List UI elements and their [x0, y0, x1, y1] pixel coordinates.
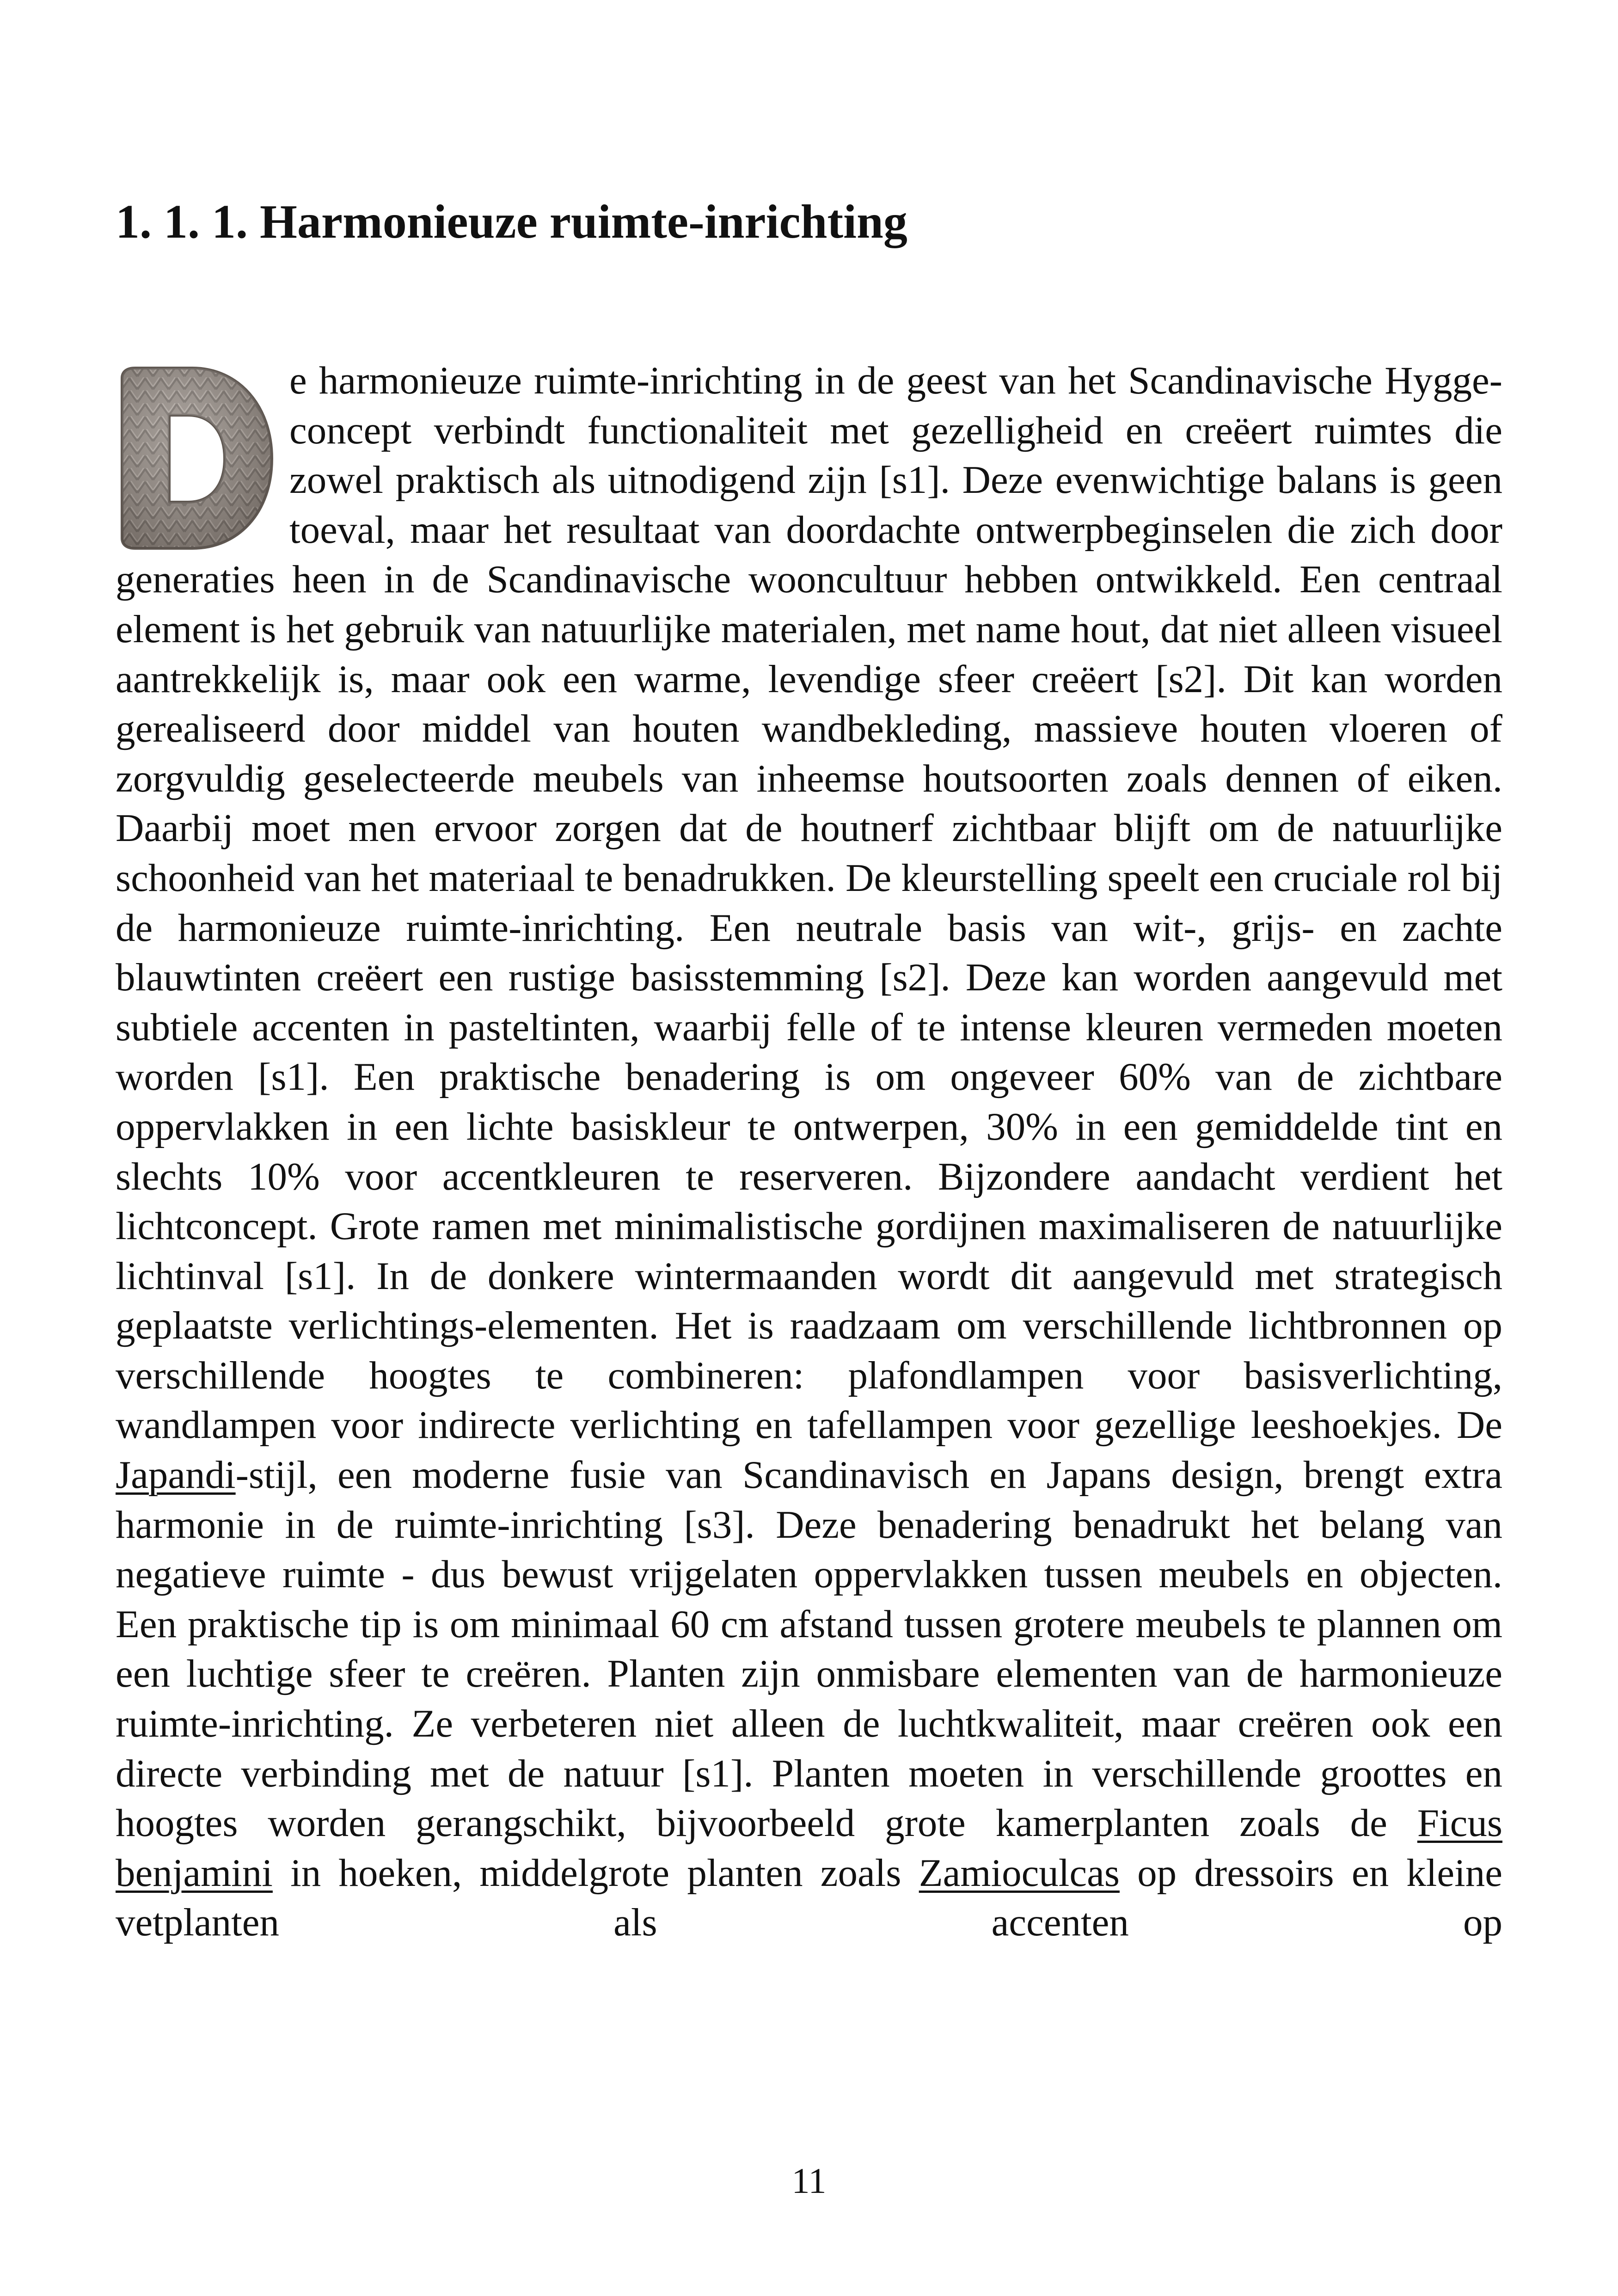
body-paragraph	[116, 356, 1502, 1948]
section-heading: 1. 1. 1. Harmonieuze ruimte-inrichting	[116, 195, 907, 248]
dropcap-knitted-letter-d	[114, 364, 279, 552]
paragraph-text-4: op dressoirs en kleine vetplanten als accenten op	[116, 1851, 1502, 1945]
paragraph-text-3: in hoeken, middelgrote planten zoals	[272, 1851, 919, 1895]
link-japandi[interactable]: Japandi	[116, 1453, 236, 1497]
paragraph-text-2: -stijl, een moderne fusie van Scandinavisch en Japans design, brengt extra harmonie in de ruimte-inrichting [s3]. Deze benadering benadrukt het belang van negatieve ruimte - dus bewust vrijgelaten oppervlakken tussen meubels en objecten. Een praktische tip is om minimaal 60 cm afstand tussen grotere meubels te plannen om een luchtige sfeer te creëren. Planten zijn onmisbare elementen van de harmonieuze ruimte-inrichting. Ze verbeteren niet alleen de luchtkwaliteit, maar creëren ook een directe verbinding met de natuur [s1]. Planten moeten in verschillende groottes en hoogtes worden gerangschikt, bijvoorbeeld grote kamerplanten zoals de	[116, 1453, 1502, 1845]
link-zamioculcas[interactable]: Zamioculcas	[919, 1851, 1120, 1895]
page-number: 11	[791, 2161, 827, 2201]
link-ficus-benjamini[interactable]: Ficus benjamini	[116, 1801, 1502, 1895]
paragraph-text-1: e harmonieuze ruimte-inrichting in de geest van het Scandinavische Hygge-concept verbindt functionaliteit met gezelligheid en creëert ruimtes die zowel praktisch als uitnodigend zijn [s1]. Deze evenwichtige balans is geen toeval, maar het resultaat van doordachte ontwerpbeginselen die zich door generaties heen in de Scandinavische wooncultuur hebben ontwikkeld. Een centraal element is het gebruik van natuurlijke materialen, met name hout, dat niet alleen visueel aantrekkelijk is, maar ook een warme, levendige sfeer creëert [s2]. Dit kan worden gerealiseerd door middel van houten wandbekleding, massieve houten vloeren of zorgvuldig geselecteerde meubels van inheemse houtsoorten zoals dennen of eiken. Daarbij moet men ervoor zorgen dat de houtnerf zichtbaar blijft om de natuurlijke schoonheid van het materiaal te benadrukken. De kleurstelling speelt een cruciale rol bij de harmonieuze ruimte-inrichting. Een neutrale basis van wit-, grijs- en zachte blauwtinten creëert een rustige basisstemming [s2]. Deze kan worden aangevuld met subtiele accenten in pasteltinten, waarbij felle of te intense kleuren vermeden moeten worden [s1]. Een praktische benadering is om ongeveer 60% van de zichtbare oppervlakken in een lichte basiskleur te ontwerpen, 30% in een gemiddelde tint en slechts 10% voor accentkleuren te reserveren. Bijzondere aandacht verdient het lichtconcept. Grote ramen met minimalistische gordijnen maximaliseren de natuurlijke lichtinval [s1]. In de donkere wintermaanden wordt dit aangevuld met strategisch geplaatste verlichtings-elementen. Het is raadzaam om verschillende lichtbronnen op verschillende hoogtes te combineren: plafondlampen voor basisverlichting, wandlampen voor indirecte verlichting en tafellampen voor gezellige leeshoekjes. De	[116, 359, 1502, 1447]
